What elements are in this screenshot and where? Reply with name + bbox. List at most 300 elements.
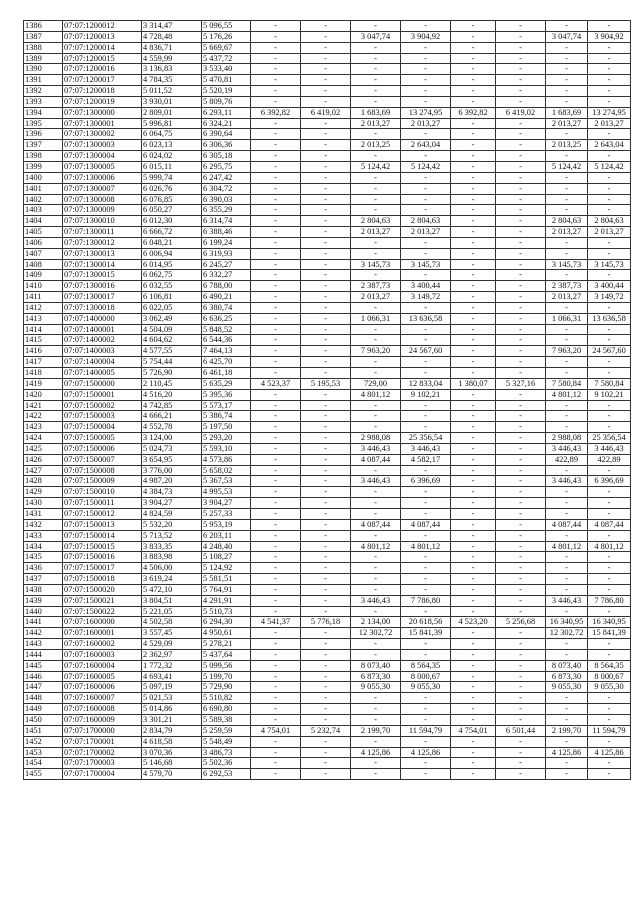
table-cell: -: [251, 75, 301, 86]
table-cell: 4 125,86: [401, 747, 451, 758]
table-cell: -: [301, 433, 351, 444]
table-cell: -: [451, 422, 496, 433]
table-cell: 2 804,63: [401, 216, 451, 227]
table-cell: 2 199,70: [351, 725, 401, 736]
table-row: [24, 769, 631, 780]
table-cell: 3 446,43: [546, 476, 588, 487]
table-cell: -: [451, 96, 496, 107]
table-cell: -: [251, 205, 301, 216]
table-cell: -: [546, 183, 588, 194]
table-cell: -: [301, 758, 351, 769]
table-cell: -: [588, 86, 631, 97]
table-cell: -: [251, 736, 301, 747]
table-cell: -: [251, 519, 301, 530]
table-row: [24, 465, 631, 476]
table-cell: 4 248,40: [202, 541, 251, 552]
table-cell: 4 754,01: [451, 725, 496, 736]
table-cell: -: [588, 64, 631, 75]
table-cell: 6 314,74: [202, 216, 251, 227]
table-cell: 1443: [24, 639, 63, 650]
table-cell: -: [301, 42, 351, 53]
table-cell: -: [451, 357, 496, 368]
table-cell: -: [351, 649, 401, 660]
table-cell: 4 504,09: [142, 324, 202, 335]
table-cell: 07:07:1500002: [63, 400, 142, 411]
table-cell: -: [451, 389, 496, 400]
table-row: [24, 161, 631, 172]
table-cell: 5 510,82: [202, 693, 251, 704]
table-cell: 07:07:1300002: [63, 129, 142, 140]
table-cell: 2 013,27: [546, 227, 588, 238]
table-cell: -: [496, 31, 546, 42]
table-cell: 2 643,04: [588, 140, 631, 151]
table-cell: 1398: [24, 151, 63, 162]
table-row: [24, 649, 631, 660]
table-cell: -: [301, 519, 351, 530]
table-cell: -: [251, 227, 301, 238]
table-cell: 2 988,08: [351, 433, 401, 444]
table-cell: -: [351, 205, 401, 216]
table-cell: 1408: [24, 259, 63, 270]
table-cell: -: [351, 237, 401, 248]
table-cell: -: [401, 465, 451, 476]
table-cell: 4 523,37: [251, 378, 301, 389]
table-cell: -: [451, 335, 496, 346]
table-cell: 5 669,67: [202, 42, 251, 53]
table-cell: 1410: [24, 281, 63, 292]
table-cell: 07:07:1700002: [63, 747, 142, 758]
table-cell: -: [451, 552, 496, 563]
table-cell: -: [401, 237, 451, 248]
table-row: [24, 682, 631, 693]
table-cell: -: [401, 411, 451, 422]
table-cell: -: [251, 324, 301, 335]
table-cell: -: [251, 606, 301, 617]
table-cell: -: [301, 302, 351, 313]
table-cell: 6 064,75: [142, 129, 202, 140]
table-cell: -: [301, 465, 351, 476]
table-cell: -: [251, 693, 301, 704]
table-cell: -: [251, 595, 301, 606]
table-cell: -: [496, 671, 546, 682]
table-cell: -: [496, 574, 546, 585]
table-cell: -: [301, 508, 351, 519]
table-cell: 5 581,51: [202, 574, 251, 585]
table-cell: 1439: [24, 595, 63, 606]
table-cell: 07:07:1700000: [63, 725, 142, 736]
table-row: [24, 628, 631, 639]
table-cell: -: [588, 129, 631, 140]
table-cell: -: [251, 270, 301, 281]
table-cell: 3 446,43: [351, 476, 401, 487]
table-cell: -: [588, 96, 631, 107]
table-cell: -: [451, 411, 496, 422]
table-cell: 6 048,21: [142, 237, 202, 248]
table-row: [24, 378, 631, 389]
table-cell: -: [351, 639, 401, 650]
table-cell: 1426: [24, 454, 63, 465]
table-cell: -: [451, 21, 496, 32]
table-cell: 16 340,95: [588, 617, 631, 628]
table-cell: 1418: [24, 368, 63, 379]
table-cell: -: [301, 443, 351, 454]
table-cell: 3 930,01: [142, 96, 202, 107]
table-cell: -: [401, 194, 451, 205]
table-cell: 1397: [24, 140, 63, 151]
table-cell: -: [351, 574, 401, 585]
table-cell: -: [588, 498, 631, 509]
table-cell: -: [251, 42, 301, 53]
table-cell: -: [588, 584, 631, 595]
table-cell: 6 106,81: [142, 292, 202, 303]
table-cell: -: [251, 129, 301, 140]
table-cell: -: [588, 205, 631, 216]
table-cell: 5 658,02: [202, 465, 251, 476]
table-cell: -: [251, 21, 301, 32]
table-cell: -: [301, 400, 351, 411]
table-cell: 07:07:1200012: [63, 21, 142, 32]
table-cell: 07:07:1300003: [63, 140, 142, 151]
table-cell: -: [588, 563, 631, 574]
table-cell: -: [496, 172, 546, 183]
table-cell: 1 066,31: [546, 313, 588, 324]
table-cell: 2 013,27: [401, 118, 451, 129]
table-cell: -: [451, 519, 496, 530]
table-cell: -: [451, 541, 496, 552]
table-cell: 5 999,74: [142, 172, 202, 183]
table-cell: -: [588, 172, 631, 183]
table-cell: -: [451, 606, 496, 617]
table-cell: -: [588, 606, 631, 617]
table-row: [24, 519, 631, 530]
table-cell: -: [546, 704, 588, 715]
table-cell: -: [451, 530, 496, 541]
table-cell: 4 384,73: [142, 487, 202, 498]
table-cell: 07:07:1500015: [63, 541, 142, 552]
table-cell: -: [251, 161, 301, 172]
table-cell: 9 102,21: [588, 389, 631, 400]
table-cell: -: [451, 248, 496, 259]
table-cell: 07:07:1400001: [63, 324, 142, 335]
table-cell: -: [546, 606, 588, 617]
table-cell: 5 472,10: [142, 584, 202, 595]
table-cell: -: [546, 151, 588, 162]
table-cell: -: [301, 96, 351, 107]
table-cell: 4 995,53: [202, 487, 251, 498]
table-cell: 1446: [24, 671, 63, 682]
table-cell: -: [496, 96, 546, 107]
table-cell: -: [351, 368, 401, 379]
table-cell: 4 693,41: [142, 671, 202, 682]
table-cell: -: [251, 671, 301, 682]
table-cell: 5 197,50: [202, 422, 251, 433]
table-cell: -: [496, 368, 546, 379]
table-row: [24, 530, 631, 541]
table-cell: 7 963,20: [351, 346, 401, 357]
table-cell: -: [496, 693, 546, 704]
table-row: [24, 75, 631, 86]
table-cell: -: [496, 313, 546, 324]
table-cell: -: [588, 151, 631, 162]
table-cell: 5 124,92: [202, 563, 251, 574]
table-cell: -: [401, 183, 451, 194]
table-cell: 6 390,64: [202, 129, 251, 140]
table-cell: 6 076,85: [142, 194, 202, 205]
table-cell: -: [451, 454, 496, 465]
table-row: [24, 617, 631, 628]
table-cell: -: [496, 237, 546, 248]
table-cell: -: [401, 96, 451, 107]
table-cell: 1392: [24, 86, 63, 97]
table-cell: -: [588, 758, 631, 769]
table-cell: 1450: [24, 715, 63, 726]
table-row: [24, 302, 631, 313]
table-cell: -: [401, 53, 451, 64]
table-cell: 07:07:1400002: [63, 335, 142, 346]
table-cell: 6 419,02: [496, 107, 546, 118]
table-cell: -: [401, 64, 451, 75]
table-cell: 1437: [24, 574, 63, 585]
table-cell: -: [546, 422, 588, 433]
table-cell: -: [401, 302, 451, 313]
table-cell: -: [251, 96, 301, 107]
table-cell: 07:07:1500017: [63, 563, 142, 574]
table-cell: 1402: [24, 194, 63, 205]
table-cell: 9 055,30: [546, 682, 588, 693]
table-cell: -: [251, 237, 301, 248]
table-cell: -: [451, 324, 496, 335]
table-cell: 6 024,02: [142, 151, 202, 162]
table-row: [24, 248, 631, 259]
table-cell: 5 470,81: [202, 75, 251, 86]
table-cell: 3 047,74: [546, 31, 588, 42]
table-row: [24, 31, 631, 42]
table-cell: 07:07:1500012: [63, 508, 142, 519]
table-row: [24, 237, 631, 248]
table-cell: 6 199,24: [202, 237, 251, 248]
table-cell: -: [401, 42, 451, 53]
table-cell: 7 580,84: [546, 378, 588, 389]
table-cell: -: [496, 443, 546, 454]
table-cell: 1394: [24, 107, 63, 118]
table-cell: -: [496, 476, 546, 487]
table-cell: -: [301, 183, 351, 194]
table-cell: 2 643,04: [401, 140, 451, 151]
table-cell: 3 904,27: [202, 498, 251, 509]
table-cell: 1441: [24, 617, 63, 628]
table-cell: -: [301, 346, 351, 357]
table-cell: -: [301, 324, 351, 335]
table-cell: -: [546, 693, 588, 704]
table-cell: -: [351, 324, 401, 335]
table-cell: -: [496, 519, 546, 530]
table-cell: 6 490,21: [202, 292, 251, 303]
table-cell: 07:07:1600002: [63, 639, 142, 650]
table-cell: 3 833,35: [142, 541, 202, 552]
table-cell: 07:07:1400003: [63, 346, 142, 357]
table-cell: 6 023,13: [142, 140, 202, 151]
table-cell: -: [496, 433, 546, 444]
table-cell: 1 066,31: [351, 313, 401, 324]
table-cell: 15 841,39: [588, 628, 631, 639]
table-cell: 7 580,84: [588, 378, 631, 389]
table-cell: 6 015,11: [142, 161, 202, 172]
table-cell: -: [351, 172, 401, 183]
table-cell: -: [496, 205, 546, 216]
table-cell: 6 666,72: [142, 227, 202, 238]
table-cell: -: [496, 227, 546, 238]
table-cell: -: [301, 259, 351, 270]
table-cell: -: [546, 715, 588, 726]
table-cell: 07:07:1600001: [63, 628, 142, 639]
table-cell: 6 292,53: [202, 769, 251, 780]
table-cell: 3 400,44: [401, 281, 451, 292]
table-cell: -: [451, 649, 496, 660]
table-cell: -: [301, 584, 351, 595]
table-cell: 4 516,20: [142, 389, 202, 400]
table-row: [24, 433, 631, 444]
table-cell: 5 764,91: [202, 584, 251, 595]
table-cell: 6 396,69: [588, 476, 631, 487]
table-cell: -: [301, 541, 351, 552]
table-cell: -: [451, 476, 496, 487]
table-cell: -: [451, 563, 496, 574]
table-cell: 5 502,36: [202, 758, 251, 769]
table-cell: -: [301, 205, 351, 216]
table-cell: 07:07:1300018: [63, 302, 142, 313]
table-cell: -: [351, 704, 401, 715]
table-cell: -: [251, 346, 301, 357]
table-cell: -: [401, 172, 451, 183]
table-cell: 6 461,18: [202, 368, 251, 379]
table-cell: 6 306,36: [202, 140, 251, 151]
table-cell: -: [496, 454, 546, 465]
table-cell: 4 666,21: [142, 411, 202, 422]
table-cell: -: [251, 313, 301, 324]
table-cell: -: [301, 248, 351, 259]
table-cell: -: [451, 433, 496, 444]
table-cell: -: [588, 75, 631, 86]
table-cell: 2 013,27: [351, 118, 401, 129]
table-row: [24, 96, 631, 107]
table-cell: 1430: [24, 498, 63, 509]
table-cell: -: [496, 736, 546, 747]
table-cell: 5 257,33: [202, 508, 251, 519]
table-cell: 4 573,86: [202, 454, 251, 465]
table-cell: -: [301, 476, 351, 487]
table-row: [24, 498, 631, 509]
table-cell: 07:07:1500014: [63, 530, 142, 541]
table-cell: 07:07:1500007: [63, 454, 142, 465]
table-cell: -: [496, 389, 546, 400]
table-cell: 3 062,49: [142, 313, 202, 324]
table-cell: 3 446,43: [588, 443, 631, 454]
table-cell: 4 087,44: [351, 454, 401, 465]
table-cell: -: [251, 172, 301, 183]
table-cell: 3 804,51: [142, 595, 202, 606]
table-cell: 1414: [24, 324, 63, 335]
table-cell: 9 102,21: [401, 389, 451, 400]
table-cell: -: [301, 53, 351, 64]
table-cell: 1401: [24, 183, 63, 194]
table-cell: -: [301, 411, 351, 422]
table-cell: -: [401, 736, 451, 747]
table-cell: 2 387,73: [546, 281, 588, 292]
table-cell: 5 776,18: [301, 617, 351, 628]
table-cell: -: [546, 584, 588, 595]
table-cell: -: [496, 422, 546, 433]
table-cell: 5 011,52: [142, 86, 202, 97]
table-body: [24, 21, 631, 780]
table-cell: -: [588, 411, 631, 422]
table-cell: 1425: [24, 443, 63, 454]
table-cell: -: [496, 747, 546, 758]
table-cell: 3 446,43: [546, 443, 588, 454]
table-cell: -: [301, 227, 351, 238]
table-cell: -: [301, 292, 351, 303]
table-cell: 5 124,42: [588, 161, 631, 172]
table-cell: -: [251, 422, 301, 433]
table-cell: 5 593,10: [202, 443, 251, 454]
data-table: [23, 20, 631, 780]
table-cell: -: [451, 302, 496, 313]
table-cell: 6 425,70: [202, 357, 251, 368]
table-row: [24, 172, 631, 183]
table-cell: -: [588, 465, 631, 476]
table-cell: 07:07:1500000: [63, 378, 142, 389]
table-cell: 2 013,27: [351, 292, 401, 303]
table-cell: -: [496, 552, 546, 563]
table-cell: -: [451, 86, 496, 97]
table-cell: -: [451, 237, 496, 248]
table-cell: -: [496, 281, 546, 292]
table-cell: 6 392,82: [451, 107, 496, 118]
table-cell: -: [351, 411, 401, 422]
table-cell: 6 332,27: [202, 270, 251, 281]
table-cell: -: [546, 237, 588, 248]
table-cell: 6 062,75: [142, 270, 202, 281]
table-cell: -: [588, 335, 631, 346]
table-cell: 07:07:1500005: [63, 433, 142, 444]
table-cell: -: [451, 227, 496, 238]
table-cell: 15 841,39: [401, 628, 451, 639]
table-cell: 1444: [24, 649, 63, 660]
table-cell: -: [251, 660, 301, 671]
table-cell: -: [588, 237, 631, 248]
table-cell: 3 446,43: [351, 595, 401, 606]
table-cell: 4 801,12: [546, 541, 588, 552]
table-cell: 6 012,30: [142, 216, 202, 227]
table-cell: 1427: [24, 465, 63, 476]
table-cell: 07:07:1600009: [63, 715, 142, 726]
table-cell: -: [401, 487, 451, 498]
table-cell: -: [301, 237, 351, 248]
table-cell: -: [496, 411, 546, 422]
table-cell: -: [401, 508, 451, 519]
table-cell: -: [588, 639, 631, 650]
table-cell: 2 804,63: [588, 216, 631, 227]
table-cell: 5 024,73: [142, 443, 202, 454]
table-cell: -: [451, 259, 496, 270]
table-cell: -: [401, 498, 451, 509]
table-cell: -: [451, 400, 496, 411]
table-cell: -: [451, 205, 496, 216]
table-cell: -: [301, 161, 351, 172]
table-cell: 4 801,12: [351, 541, 401, 552]
table-cell: 2 134,00: [351, 617, 401, 628]
table-cell: 3 446,43: [401, 443, 451, 454]
table-cell: -: [451, 172, 496, 183]
